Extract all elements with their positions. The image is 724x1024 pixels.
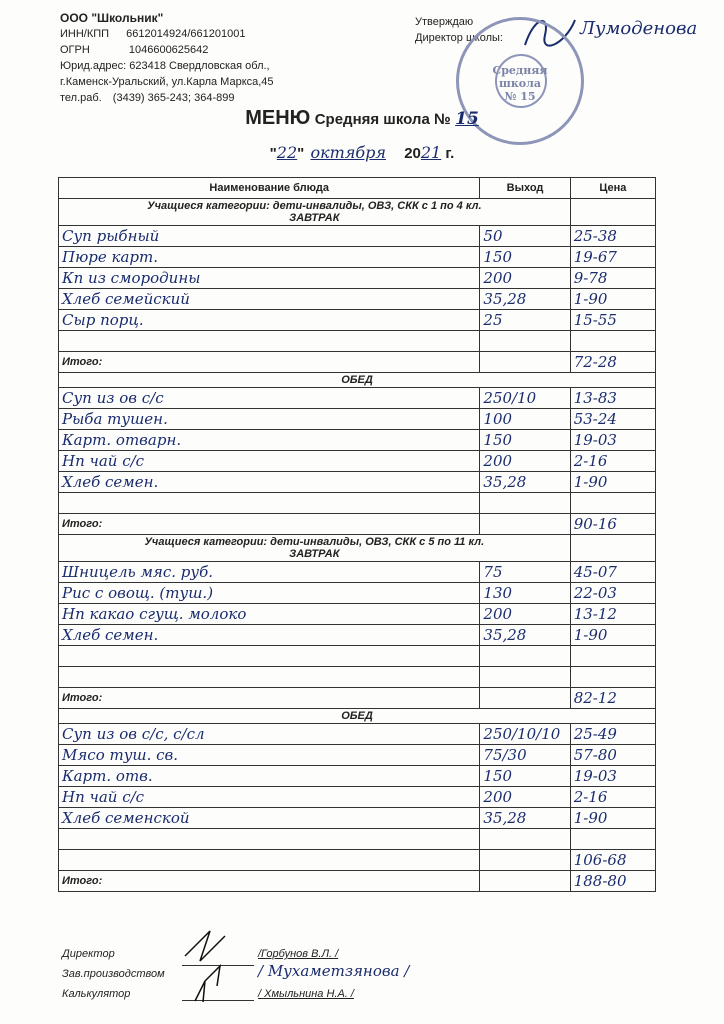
dish-price: 2-16 [570,451,655,472]
org-phone-value: (3439) 365-243; 364-899 [112,92,235,104]
header-output: Выход [480,178,570,199]
org-inn [60,26,274,42]
blank-cell [59,493,480,514]
table-row [59,562,656,583]
blank-cell [570,829,655,850]
signature-production [62,968,165,980]
header-name: Наименование блюда [59,178,480,199]
category-empty-cell [570,199,655,226]
title-menu: МЕНЮ [245,107,311,129]
dish-price: 1-90 [570,808,655,829]
blank-row [59,667,656,688]
blank-cell [570,493,655,514]
total-value: 82-12 [570,688,655,709]
dish-price: 19-03 [570,766,655,787]
dish-price: 25-49 [570,724,655,745]
org-ogrn-value: 1046600625642 [128,44,209,56]
dish-price: 45-07 [570,562,655,583]
org-address-line1: 623418 Свердловская обл., [129,60,270,72]
dish-name: Сыр порц. [59,310,480,331]
org-address [60,58,274,74]
blank-cell [480,514,570,535]
total-row [59,514,656,535]
menu-table [58,177,656,892]
dish-output: 100 [480,409,570,430]
signature-role: Директор [62,948,115,960]
blank-cell [480,646,570,667]
category-label: Учащиеся категории: дети-инвалиды, ОВЗ, СКК с 1 по 4 кл. [147,200,482,212]
total-value: 188-80 [570,871,655,892]
title-school-no: 15 [455,109,479,129]
blank-cell [480,871,570,892]
org-phone [60,90,274,106]
table-row [59,787,656,808]
dish-output: 35,28 [480,625,570,646]
dish-name: Суп из ов с/с [59,388,480,409]
blank-cell [59,646,480,667]
blank-cell [480,850,570,871]
dish-output: 200 [480,268,570,289]
signature-director [62,948,115,960]
blank-cell [59,667,480,688]
stamp-line1: Средняя [492,64,548,77]
blank-cell [480,352,570,373]
dish-name: Кп из смородины [59,268,480,289]
dish-price: 53-24 [570,409,655,430]
dish-output: 35,28 [480,808,570,829]
dish-output: 35,28 [480,472,570,493]
total-row [59,871,656,892]
table-row [59,625,656,646]
table-row [59,766,656,787]
blank-cell [480,829,570,850]
blank-cell [59,829,480,850]
table-row [59,409,656,430]
dish-price: 1-90 [570,289,655,310]
dish-price: 22-03 [570,583,655,604]
org-name: ООО "Школьник" [60,11,164,25]
meal-label: ОБЕД [59,373,656,388]
dish-name: Хлеб семен. [59,472,480,493]
table-row [59,289,656,310]
director-label: Директор школы: [415,32,503,44]
date-year-prefix: 20 [404,145,421,162]
signature-name: /Горбунов В.Л. / [258,948,339,960]
dish-output: 250/10 [480,388,570,409]
blank-cell [480,331,570,352]
dish-output: 200 [480,451,570,472]
dish-name: Пюре карт. [59,247,480,268]
dish-price: 9-78 [570,268,655,289]
dish-name: Хлеб семейский [59,289,480,310]
blank-row [59,331,656,352]
blank-cell [480,667,570,688]
page-title [0,107,724,130]
blank-cell [59,850,480,871]
dish-output: 25 [480,310,570,331]
total-value: 90-16 [570,514,655,535]
table-row [59,604,656,625]
blank-cell [480,493,570,514]
date-year-suffix: 21 [420,143,442,162]
stamp-line2: школа [499,77,541,90]
date-month: октября [310,143,387,162]
blank-cell [59,331,480,352]
dish-price: 19-67 [570,247,655,268]
blank-cell [570,667,655,688]
org-inn-label: ИНН/КПП [60,28,110,40]
total-label: Итого: [59,688,480,709]
dish-name: Суп рыбный [59,226,480,247]
category-cell [59,535,571,562]
blank-cell [570,331,655,352]
dish-name: Хлеб семенской [59,808,480,829]
category-empty-cell [570,535,655,562]
blank-cell [570,646,655,667]
date-day: 22 [276,143,298,162]
signature-scribbles [175,926,255,1006]
header-price: Цена [570,178,655,199]
dish-price: 57-80 [570,745,655,766]
meal-label: ЗАВТРАК [289,548,340,560]
dish-name: Рис с овощ. (туш.) [59,583,480,604]
director-signature: Лумоденова [580,18,698,39]
dish-name: Мясо туш. св. [59,745,480,766]
dish-price: 13-12 [570,604,655,625]
date-close-quote: " [297,145,305,162]
dish-price: 13-83 [570,388,655,409]
meal-label: ЗАВТРАК [289,212,340,224]
total-label: Итого: [59,871,480,892]
org-ogrn-label: ОГРН [60,44,90,56]
dish-output: 250/10/10 [480,724,570,745]
dish-output: 150 [480,430,570,451]
org-address-line2: г.Каменск-Уральский, ул.Карла Маркса,45 [60,76,274,88]
total-label: Итого: [59,352,480,373]
dish-output: 200 [480,787,570,808]
dish-price: 2-16 [570,787,655,808]
dish-name: Нп чай с/с [59,787,480,808]
menu-date [0,143,724,162]
dish-output: 130 [480,583,570,604]
dish-output: 50 [480,226,570,247]
signature-name: / Мухаметзянова / [258,962,410,980]
dish-output: 75/30 [480,745,570,766]
blank-row [59,493,656,514]
table-row [59,247,656,268]
category-row [59,535,656,562]
dish-name: Рыба тушен. [59,409,480,430]
blank-row [59,829,656,850]
category-label: Учащиеся категории: дети-инвалиды, ОВЗ, СКК с 5 по 11 кл. [144,536,485,548]
meal-label: ОБЕД [59,709,656,724]
org-inn-value: 6612014924/661201001 [126,28,246,40]
title-school: Средняя школа № [314,111,451,128]
approve-label: Утверждаю [415,16,474,28]
total-label: Итого: [59,514,480,535]
table-row [59,745,656,766]
blank-row [59,646,656,667]
table-row [59,268,656,289]
dish-name: Нп какао сгущ. молоко [59,604,480,625]
signature-name: / Хмыльнина Н.А. / [258,988,354,1000]
dish-price: 1-90 [570,625,655,646]
total-row [59,688,656,709]
org-phone-label: тел.раб. [60,92,102,104]
signature-calculator [62,988,130,1000]
dish-price: 1-90 [570,472,655,493]
signature-role: Калькулятор [62,988,131,1000]
dish-name: Хлеб семен. [59,625,480,646]
dish-output: 150 [480,247,570,268]
dish-name: Шницель мяс. руб. [59,562,480,583]
dish-output: 35,28 [480,289,570,310]
date-year-unit: г. [445,145,455,162]
total-row [59,352,656,373]
dish-name: Карт. отв. [59,766,480,787]
org-ogrn [60,42,274,58]
org-block [60,10,274,106]
stamp-line3: № 15 [504,90,536,103]
table-row [59,808,656,829]
dish-price: 15-55 [570,310,655,331]
category-cell [59,199,571,226]
signature-role: Зав.производством [62,968,165,980]
subtotal-row [59,850,656,871]
total-value: 72-28 [570,352,655,373]
dish-output: 75 [480,562,570,583]
table-row [59,472,656,493]
category-row [59,199,656,226]
table-row [59,226,656,247]
blank-cell [480,688,570,709]
meal-row [59,373,656,388]
meal-row [59,709,656,724]
dish-price: 19-03 [570,430,655,451]
date-open-quote: " [269,145,277,162]
dish-name: Суп из ов с/с, с/сл [59,724,480,745]
table-row [59,724,656,745]
table-row [59,310,656,331]
table-row [59,388,656,409]
dish-name: Нп чай с/с [59,451,480,472]
dish-name: Карт. отварн. [59,430,480,451]
dish-price: 25-38 [570,226,655,247]
dish-output: 150 [480,766,570,787]
table-header [59,178,656,199]
table-row [59,430,656,451]
subtotal-value: 106-68 [570,850,655,871]
table-row [59,583,656,604]
table-row [59,451,656,472]
org-address-label: Юрид.адрес: [60,60,127,72]
dish-output: 200 [480,604,570,625]
